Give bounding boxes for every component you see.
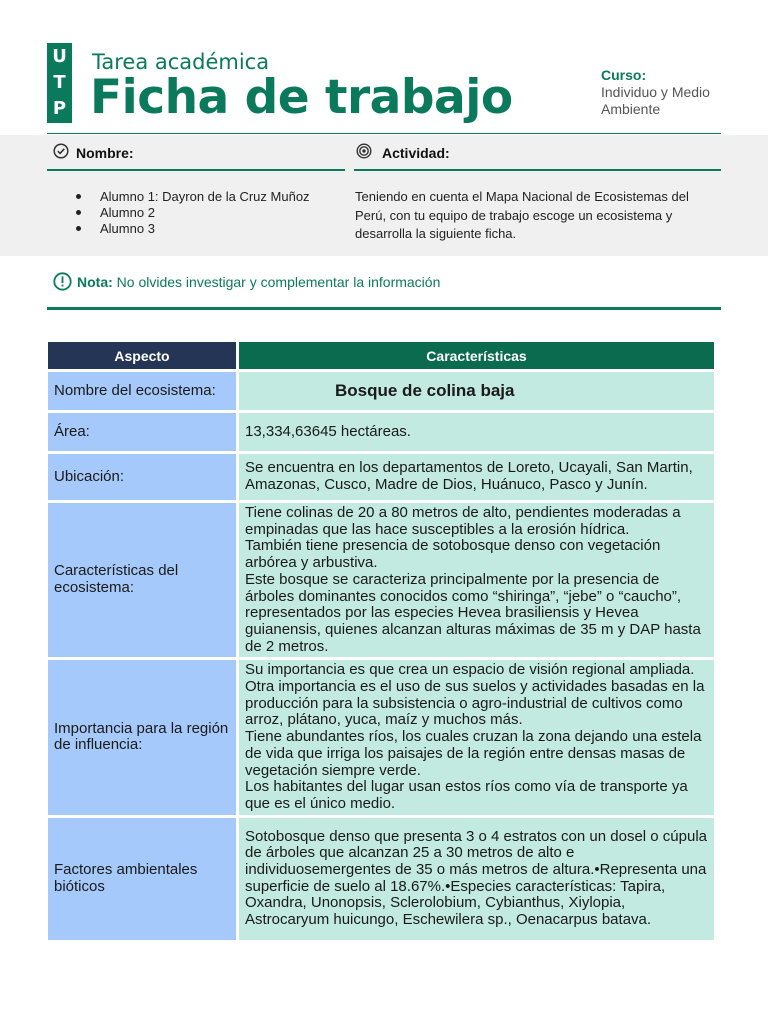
cell-paragraph: Bosque de colina baja [335, 380, 515, 400]
aspect-cell: Ubicación: [48, 454, 236, 500]
cell-paragraph: Tiene abundantes ríos, los cuales cruzan la zona dejando una estela de vida que irriga los paisajes de la región entre densas masas de vegetación siempre verde. [245, 728, 702, 779]
cell-paragraph: También tiene presencia de sotobosque denso con vegetación arbórea y arbustiva. [245, 537, 661, 572]
aspect-cell: Factores ambientales bióticos [48, 818, 236, 940]
characteristics-cell [239, 660, 714, 814]
logo-letter: P [52, 98, 67, 119]
utp-logo [47, 43, 72, 123]
table-row [48, 660, 714, 814]
actividad-label: Actividad: [382, 145, 450, 161]
nombre-header [47, 143, 345, 171]
page-title: Ficha de trabajo [90, 70, 513, 125]
cell-paragraph: Los habitantes del lugar usan estos ríos como vía de transporte ya que es el único medio. [245, 778, 688, 812]
alert-circle-icon [53, 272, 72, 291]
target-icon [356, 143, 372, 159]
nota-label: Nota: [77, 274, 113, 290]
actividad-text: Teniendo en cuenta el Mapa Nacional de Ecosistemas del Perú, con tu equipo de trabajo escoge un ecosistema y desarrolla la siguiente ficha. [355, 189, 689, 241]
alumnos-list [80, 189, 310, 237]
check-circle-icon [53, 143, 69, 159]
aspect-cell: Características del ecosistema: [48, 503, 236, 657]
characteristics-cell [239, 413, 714, 451]
characteristics-cell [239, 454, 714, 500]
list-item: Alumno 2 [80, 205, 310, 221]
cell-paragraph: Se encuentra en los departamentos de Loreto, Ucayali, San Martin, Amazonas, Cusco, Madre de Dios, Huánuco, Pasco y Junín. [245, 459, 693, 493]
cell-paragraph: Su importancia es que crea un espacio de visión regional ampliada. Otra importancia es el uso de sus suelos y actividades basadas en la producción para la subsistencia o agro-industrial de cultivos como arroz, plátano, yuca, maíz y muchos más. [245, 661, 705, 729]
ecosystem-name-cell [239, 372, 714, 410]
cell-paragraph: Este bosque se caracteriza principalmente por la presencia de árboles dominantes conocidos como “shiringa”, “jebe” o “caucho”, representados por las especies Hevea brasiliensis y Hevea guianensis, quienes alcanzan alturas máximas de 35 m y DAP hasta de 2 metros. [245, 570, 701, 655]
cell-paragraph: Sotobosque denso que presenta 3 o 4 estratos con un dosel o cúpula de árboles que alcanzan 25 a 30 metros de alto e individuosemergentes de 35 o más metros de altura.•Representa una superficie de suelo al 18.67%.•Especies características: Tapira, Oxandra, Unonopsis, Sclerolobium, Cybianthus, Xiylopia, Astrocaryum huicungo, Eschewilera sp., Oenacarpus batava. [245, 827, 708, 929]
header-divider [47, 133, 721, 134]
aspect-cell: Área: [48, 413, 236, 451]
nota-divider [47, 307, 721, 310]
curso-value: Individuo y Medio Ambiente [601, 84, 710, 117]
logo-letter: U [52, 46, 67, 67]
list-item: Alumno 1: Dayron de la Cruz Muñoz [80, 189, 310, 205]
cell-paragraph: Tiene colinas de 20 a 80 metros de alto, pendientes moderadas a empinadas que las hace susceptibles a la erosión hídrica. [245, 504, 681, 538]
table-header-row [48, 342, 714, 369]
table-row [48, 372, 714, 410]
nombre-label: Nombre: [76, 145, 134, 161]
nota-text: No olvides investigar y complementar la información [116, 274, 441, 290]
table-row [48, 818, 714, 940]
table-row [48, 503, 714, 657]
page-subtitle: Tarea académica [92, 50, 270, 74]
characteristics-cell [239, 818, 714, 940]
curso-label: Curso: [601, 67, 647, 83]
table-row [48, 413, 714, 451]
ficha-table [45, 339, 717, 943]
list-item: Alumno 3 [80, 221, 310, 237]
logo-letter: T [53, 72, 66, 93]
cell-paragraph: 13,334,63645 hectáreas. [245, 422, 411, 440]
aspect-cell: Importancia para la región de influencia: [48, 660, 236, 814]
actividad-header [354, 143, 721, 171]
aspect-cell: Nombre del ecosistema: [48, 372, 236, 410]
column-header: Aspecto [48, 342, 236, 369]
column-header: Características [239, 342, 714, 369]
characteristics-cell [239, 503, 714, 657]
table-row [48, 454, 714, 500]
